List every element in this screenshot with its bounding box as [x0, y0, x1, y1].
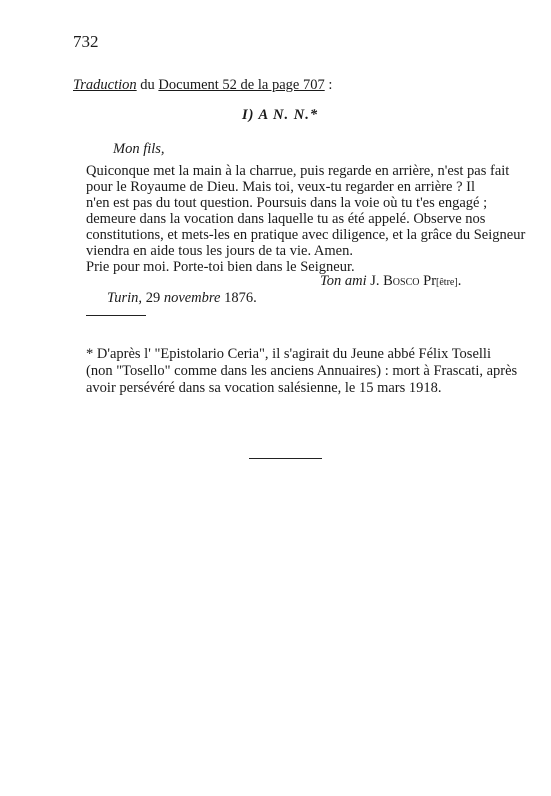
body-line: pour le Royaume de Dieu. Mais toi, veux-tu regarder en arrière ? Il	[86, 179, 475, 195]
date-day: 29	[142, 290, 164, 306]
place-city: Turin,	[107, 290, 143, 306]
body-line: demeure dans la vocation dans laquelle tu as été appelé. Observe nos	[86, 211, 486, 227]
signature-initial: J.	[366, 273, 384, 289]
body-line: Quiconque met la main à la charrue, puis regarde en arrière, n'est pas fait	[86, 163, 510, 179]
letter-title: I) A N. N.*	[242, 107, 319, 123]
section-end-rule	[249, 458, 322, 459]
signature-greeting: Ton ami	[320, 273, 367, 289]
place-date	[107, 290, 257, 307]
body-line: Prie pour moi. Porte-toi bien dans le Seigneur.	[86, 259, 355, 275]
salutation: Mon fils,	[113, 141, 165, 157]
body-line: viendra en aide tous les jours de ta vie. Amen.	[86, 243, 353, 259]
date-month: novembre	[163, 290, 221, 306]
heading-du: du	[136, 77, 159, 93]
footnote-line: avoir persévéré dans sa vocation salésienne, le 15 mars 1918.	[86, 380, 442, 396]
footnote-line: (non "Tosello" comme dans les anciens Annuaires) : mort à Frascati, après	[86, 363, 518, 379]
heading-traduction: Traduction	[73, 77, 137, 93]
footnote-line: * D'après l' "Epistolario Ceria", il s'agirait du Jeune abbé Félix Toselli	[86, 346, 491, 362]
date-year: 1876.	[220, 290, 257, 306]
body-line: n'en est pas du tout question. Poursuis dans la voie où tu t'es engagé ;	[86, 195, 488, 211]
signature	[320, 273, 461, 290]
signature-surname: Bosco	[383, 273, 420, 289]
signature-title: Pr	[419, 273, 437, 289]
footnote-divider	[86, 315, 146, 316]
page-number: 732	[73, 32, 99, 51]
body-line: constitutions, et mets-les en pratique avec diligence, et la grâce du Seigneur	[86, 227, 526, 243]
document-heading	[73, 77, 332, 94]
signature-title-bracket: [être]	[436, 277, 458, 288]
heading-colon: :	[324, 77, 333, 93]
signature-end: .	[457, 273, 462, 289]
heading-document-ref: Document 52 de la page 707	[158, 77, 325, 93]
